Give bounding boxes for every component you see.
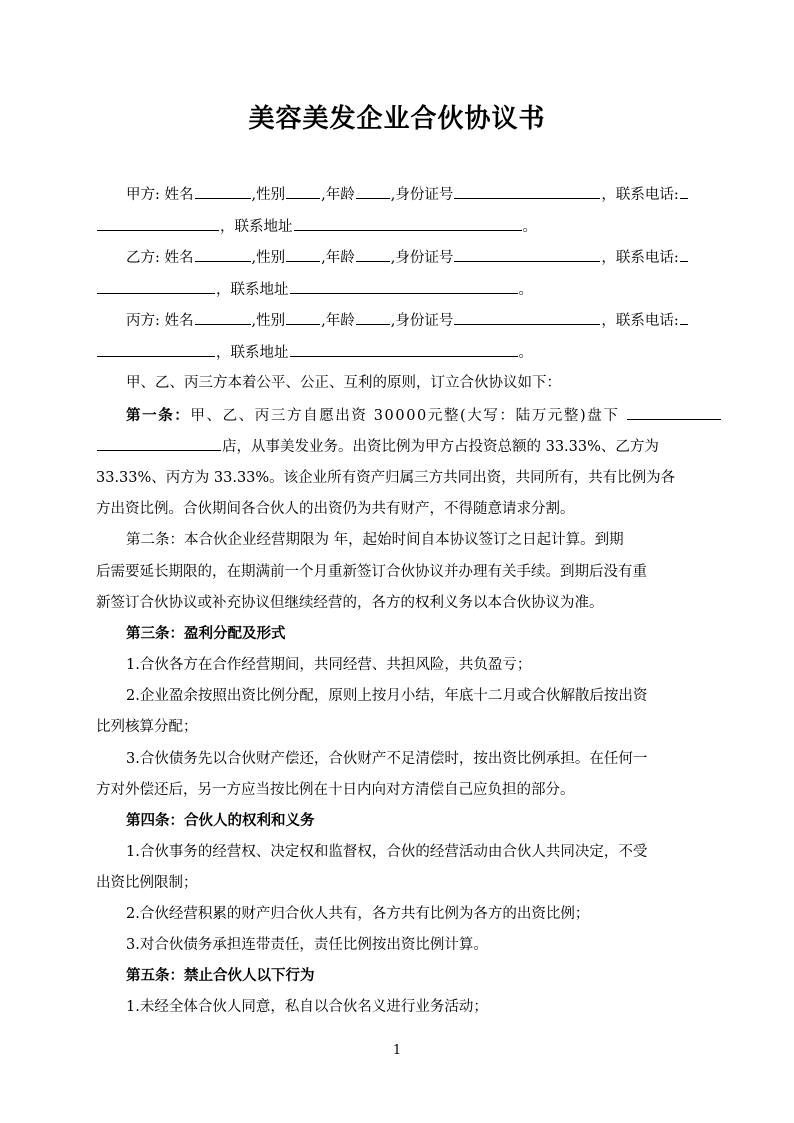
age-blank <box>356 247 390 262</box>
name-blank <box>195 247 251 262</box>
article-3-item-1: 1.合伙各方在合作经营期间，共同经营、共担风险，共负盈亏； <box>126 657 532 673</box>
page-number: 1 <box>392 1043 402 1058</box>
phone-blank <box>680 310 688 325</box>
party-c-line-1: 丙方: 姓名 ,性别 ,年龄 ,身份证号 ，联系电话: <box>126 310 689 331</box>
party-b-line-2: ，联系地址 。 <box>96 279 533 300</box>
article-4-item-1-cont: 出资比例限制； <box>96 875 198 891</box>
article-3-item-3: 3.合伙债务先以合伙财产偿还，合伙财产不足清偿时，按出资比例承担。在任何一 <box>126 751 648 767</box>
article-2-line-2: 后需要延长期限的，在期满前一个月重新签订合伙协议并办理有关手续。到期后没有重 <box>96 564 647 580</box>
document-title: 美容美发企业合伙协议书 <box>248 104 546 134</box>
article-3-heading: 第三条：盈利分配及形式 <box>126 625 286 642</box>
article-1-line-2: 店，从事美发业务。出资比例为甲方占投资总额的 33.33%、乙方为 <box>96 436 659 457</box>
party-a-line-2: ，联系地址 。 <box>96 216 537 237</box>
article-5-heading: 第五条：禁止合伙人以下行为 <box>126 967 315 984</box>
intro-paragraph: 甲、乙、丙三方本着公平、公正、互利的原则，订立合伙协议如下： <box>126 375 561 391</box>
age-blank <box>356 184 390 199</box>
article-3-item-2-cont: 比列核算分配； <box>96 719 198 735</box>
article-4-item-2: 2.合伙经营积累的财产归合伙人共有，各方共有比例为各方的出资比例； <box>126 906 590 922</box>
party-c-line-2: ，联系地址 。 <box>96 342 533 363</box>
phone-blank-cont <box>97 216 219 231</box>
article-1-line-1: 第一条：甲、乙、丙三方自愿出资 30000元整(大写：陆万元整)盘下 <box>126 405 722 426</box>
age-blank <box>356 310 390 325</box>
article-4-item-3: 3.对合伙债务承担连带责任，责任比例按出资比例计算。 <box>126 937 488 953</box>
article-4-heading: 第四条：合伙人的权利和义务 <box>126 812 315 829</box>
phone-blank <box>680 184 688 199</box>
address-blank <box>290 342 518 357</box>
article-2-line-3: 新签订合伙协议或补充协议但继续经营的，各方的权利义务以本合伙协议为准。 <box>96 595 604 611</box>
article-5-item-1: 1.未经全体合伙人同意，私自以合伙名义进行业务活动； <box>126 999 488 1015</box>
party-a-line-1: 甲方: 姓名 ,性别 ,年龄 ,身份证号 ，联系电话: <box>126 184 689 205</box>
gender-blank <box>286 247 320 262</box>
address-blank <box>294 216 522 231</box>
article-1-line-4: 方出资比例。合伙期间各合伙人的出资仍为共有财产，不得随意请求分割。 <box>96 501 575 517</box>
article-1-line-3: 33.33%、丙方为 33.33%。该企业所有资产归属三方共同出资，共同所有，共有比例为各 <box>96 470 676 486</box>
phone-blank-cont <box>97 342 215 357</box>
id-blank <box>454 247 600 262</box>
id-blank <box>454 184 600 199</box>
name-blank <box>195 184 251 199</box>
id-blank <box>454 310 600 325</box>
name-blank <box>195 310 251 325</box>
shop-name-blank <box>627 405 721 420</box>
gender-blank <box>286 310 320 325</box>
article-4-item-1: 1.合伙事务的经营权、决定权和监督权，合伙的经营活动由合伙人共同决定，不受 <box>126 844 648 860</box>
address-blank <box>290 279 518 294</box>
party-b-line-1: 乙方: 姓名 ,性别 ,年龄 ,身份证号 ，联系电话: <box>126 247 689 268</box>
shop-name-blank-cont <box>97 436 221 451</box>
article-2-line-1: 第二条：本合伙企业经营期限为 年，起始时间自本协议签订之日起计算。到期 <box>126 532 624 548</box>
phone-blank-cont <box>97 279 215 294</box>
article-3-item-2: 2.企业盈余按照出资比例分配，原则上按月小结，年底十二月或合伙解散后按出资 <box>126 688 648 704</box>
gender-blank <box>286 184 320 199</box>
phone-blank <box>680 247 688 262</box>
article-3-item-3-cont: 方对外偿还后，另一方应当按比例在十日内向对方清偿自己应负担的部分。 <box>96 782 575 798</box>
